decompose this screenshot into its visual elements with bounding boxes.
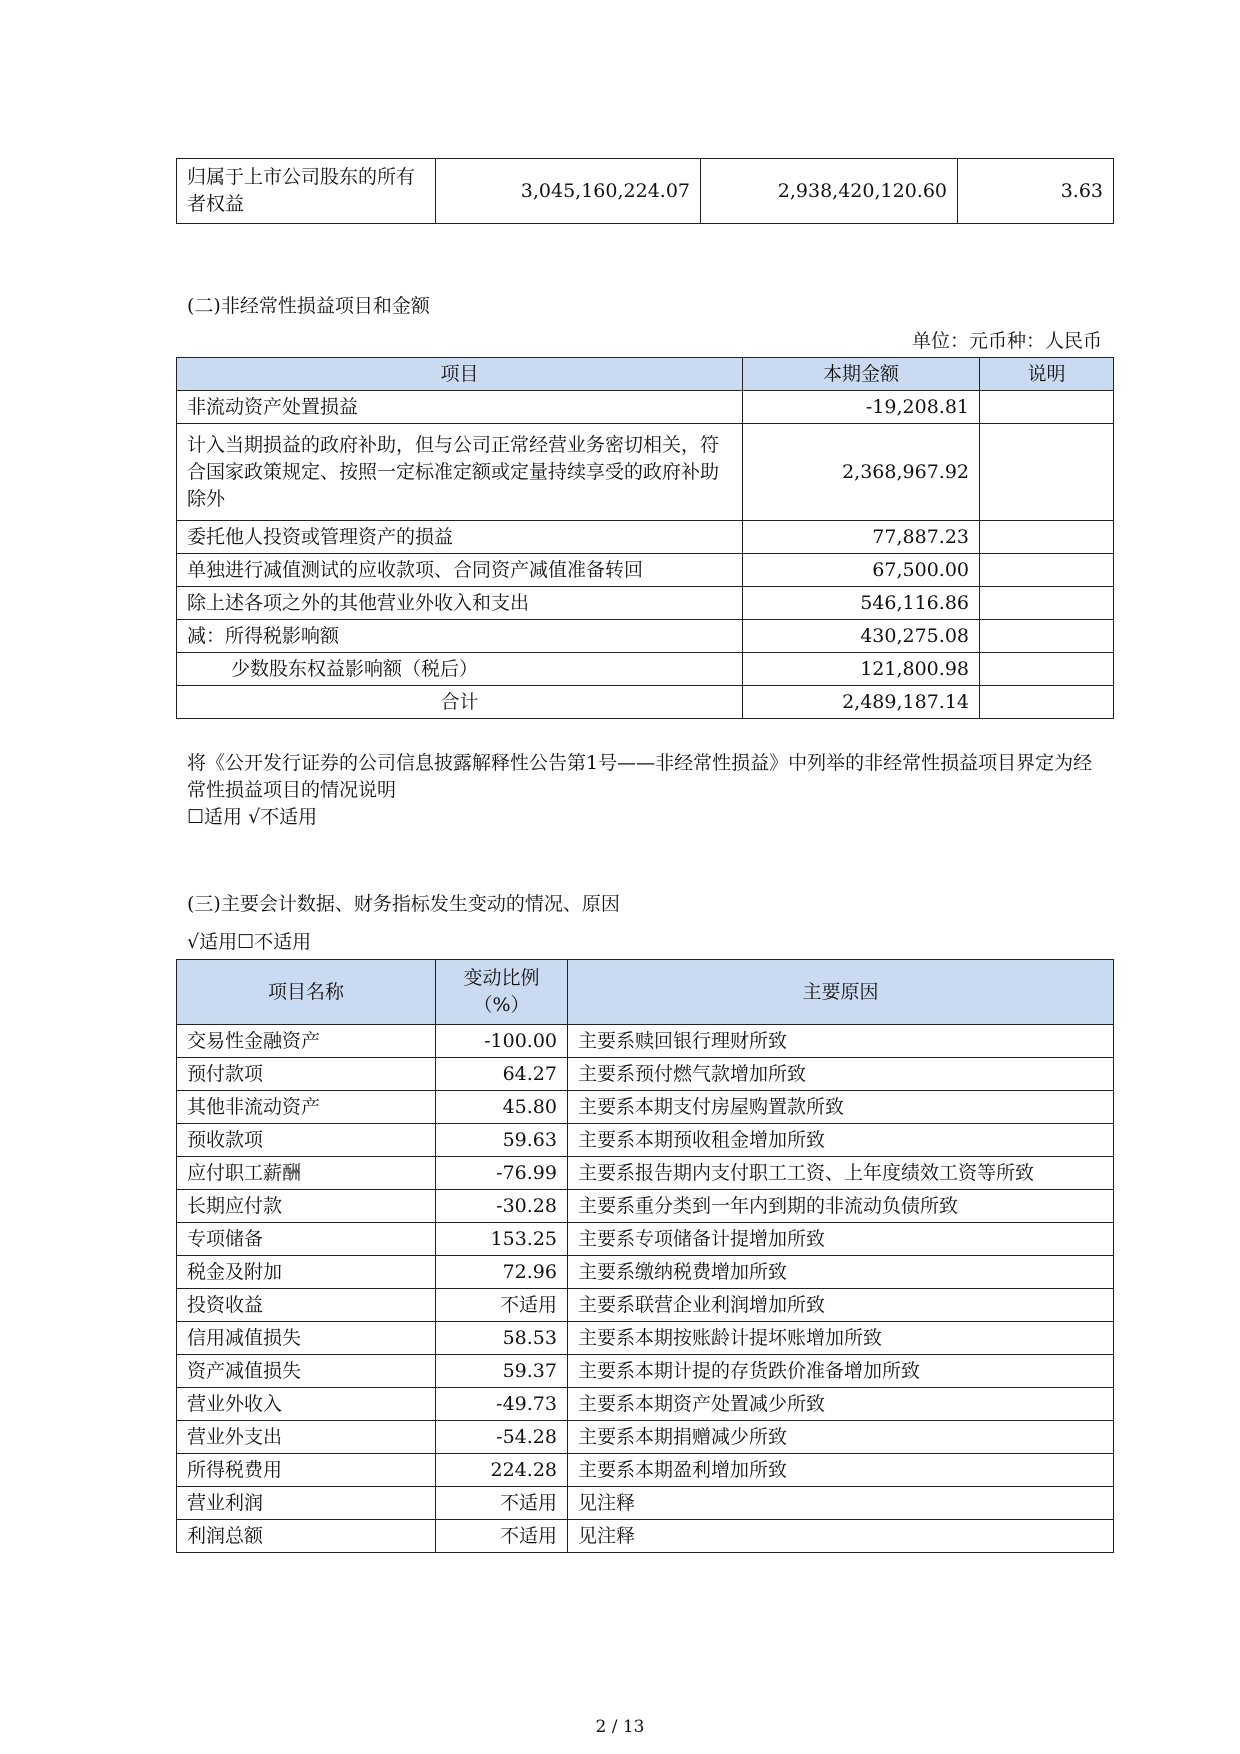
row-note <box>980 424 1114 521</box>
row-name: 营业利润 <box>177 1487 436 1520</box>
table-row <box>177 1322 1114 1355</box>
row-name: 所得税费用 <box>177 1454 436 1487</box>
row-reason: 主要系本期捐赠减少所致 <box>568 1421 1114 1454</box>
total-row <box>177 686 1114 719</box>
row-name: 信用减值损失 <box>177 1322 436 1355</box>
row-ratio: 59.63 <box>436 1124 568 1157</box>
row-name: 预付款项 <box>177 1058 436 1091</box>
row-reason: 主要系本期按账龄计提坏账增加所致 <box>568 1322 1114 1355</box>
row-reason: 主要系重分类到一年内到期的非流动负债所致 <box>568 1190 1114 1223</box>
total-amount: 2,489,187.14 <box>743 686 980 719</box>
row-ratio: -76.99 <box>436 1157 568 1190</box>
table-row <box>177 1223 1114 1256</box>
row-note <box>980 620 1114 653</box>
col-note: 说明 <box>980 358 1114 391</box>
table-row <box>177 1190 1114 1223</box>
unit-label: 单位：元币种：人民币 <box>911 330 1102 352</box>
section3-applicability: √适用☐不适用 <box>187 931 312 953</box>
row-reason: 主要系本期盈利增加所致 <box>568 1454 1114 1487</box>
row-item: 非流动资产处置损益 <box>177 391 743 424</box>
row-ratio: -49.73 <box>436 1388 568 1421</box>
row-ratio: 72.96 <box>436 1256 568 1289</box>
section2-heading: (二)非经常性损益项目和金额 <box>187 295 430 317</box>
row-amount: 2,368,967.92 <box>743 424 980 521</box>
table-row <box>177 620 1114 653</box>
row-item: 单独进行减值测试的应收款项、合同资产减值准备转回 <box>177 554 743 587</box>
row-ratio: 224.28 <box>436 1454 568 1487</box>
row-amount: 77,887.23 <box>743 521 980 554</box>
col-ratio: 变动比例（%） <box>436 960 568 1025</box>
row-item: 少数股东权益影响额（税后） <box>177 653 743 686</box>
row-name: 其他非流动资产 <box>177 1091 436 1124</box>
row-reason: 主要系本期计提的存货跌价准备增加所致 <box>568 1355 1114 1388</box>
table-row <box>177 587 1114 620</box>
table-row <box>177 1487 1114 1520</box>
row-name: 利润总额 <box>177 1520 436 1553</box>
row-reason: 主要系赎回银行理财所致 <box>568 1025 1114 1058</box>
table-row <box>177 1421 1114 1454</box>
row-reason: 主要系本期支付房屋购置款所致 <box>568 1091 1114 1124</box>
row-amount: 121,800.98 <box>743 653 980 686</box>
row-amount: 67,500.00 <box>743 554 980 587</box>
row-name: 资产减值损失 <box>177 1355 436 1388</box>
row-reason: 主要系本期资产处置减少所致 <box>568 1388 1114 1421</box>
table-row <box>177 159 1114 224</box>
table-header-row <box>177 358 1114 391</box>
table-row <box>177 1058 1114 1091</box>
row-amount: 430,275.08 <box>743 620 980 653</box>
table-row <box>177 521 1114 554</box>
row-item: 委托他人投资或管理资产的损益 <box>177 521 743 554</box>
table-row <box>177 1256 1114 1289</box>
row-item: 减：所得税影响额 <box>177 620 743 653</box>
row-name: 长期应付款 <box>177 1190 436 1223</box>
row-ratio: 不适用 <box>436 1520 568 1553</box>
table-row <box>177 1355 1114 1388</box>
table-row <box>177 554 1114 587</box>
row-reason: 见注释 <box>568 1520 1114 1553</box>
table-row <box>177 653 1114 686</box>
row-name: 预收款项 <box>177 1124 436 1157</box>
section2-applicability: ☐适用 √不适用 <box>187 806 318 828</box>
col-reason: 主要原因 <box>568 960 1114 1025</box>
row-name: 应付职工薪酬 <box>177 1157 436 1190</box>
col-amount: 本期金额 <box>743 358 980 391</box>
row-ratio: 不适用 <box>436 1289 568 1322</box>
row-reason: 主要系缴纳税费增加所致 <box>568 1256 1114 1289</box>
col-item: 项目 <box>177 358 743 391</box>
row-name: 税金及附加 <box>177 1256 436 1289</box>
row-reason: 主要系本期预收租金增加所致 <box>568 1124 1114 1157</box>
equity-label: 归属于上市公司股东的所有者权益 <box>177 159 436 224</box>
equity-table <box>176 158 1114 224</box>
table-row <box>177 1289 1114 1322</box>
row-note <box>980 521 1114 554</box>
row-amount: -19,208.81 <box>743 391 980 424</box>
table-row <box>177 1157 1114 1190</box>
col-name: 项目名称 <box>177 960 436 1025</box>
row-note <box>980 554 1114 587</box>
row-ratio: 45.80 <box>436 1091 568 1124</box>
table-header-row <box>177 960 1114 1025</box>
row-ratio: 153.25 <box>436 1223 568 1256</box>
page-number: 2 / 13 <box>595 1717 645 1737</box>
equity-previous: 2,938,420,120.60 <box>701 159 958 224</box>
row-reason: 主要系联营企业利润增加所致 <box>568 1289 1114 1322</box>
table-row <box>177 1025 1114 1058</box>
row-note <box>980 587 1114 620</box>
row-ratio: -54.28 <box>436 1421 568 1454</box>
table-row <box>177 424 1114 521</box>
row-ratio: -30.28 <box>436 1190 568 1223</box>
non-recurring-table <box>176 357 1114 719</box>
row-note <box>980 391 1114 424</box>
row-name: 交易性金融资产 <box>177 1025 436 1058</box>
table-row <box>177 1454 1114 1487</box>
section3-heading: (三)主要会计数据、财务指标发生变动的情况、原因 <box>187 893 620 915</box>
row-amount: 546,116.86 <box>743 587 980 620</box>
row-item: 除上述各项之外的其他营业外收入和支出 <box>177 587 743 620</box>
row-ratio: 64.27 <box>436 1058 568 1091</box>
row-name: 投资收益 <box>177 1289 436 1322</box>
table-row <box>177 1388 1114 1421</box>
row-name: 专项储备 <box>177 1223 436 1256</box>
row-ratio: 59.37 <box>436 1355 568 1388</box>
row-reason: 主要系报告期内支付职工工资、上年度绩效工资等所致 <box>568 1157 1114 1190</box>
equity-change: 3.63 <box>958 159 1114 224</box>
row-reason: 主要系预付燃气款增加所致 <box>568 1058 1114 1091</box>
row-item: 计入当期损益的政府补助，但与公司正常经营业务密切相关，符合国家政策规定、按照一定标准定额或定量持续享受的政府补助除外 <box>177 424 743 521</box>
row-reason: 见注释 <box>568 1487 1114 1520</box>
table-row <box>177 1091 1114 1124</box>
row-note <box>980 653 1114 686</box>
row-ratio: -100.00 <box>436 1025 568 1058</box>
table-row <box>177 391 1114 424</box>
table-row <box>177 1124 1114 1157</box>
equity-current: 3,045,160,224.07 <box>436 159 701 224</box>
row-name: 营业外收入 <box>177 1388 436 1421</box>
row-ratio: 58.53 <box>436 1322 568 1355</box>
row-reason: 主要系专项储备计提增加所致 <box>568 1223 1114 1256</box>
total-note <box>980 686 1114 719</box>
table-row <box>177 1520 1114 1553</box>
row-name: 营业外支出 <box>177 1421 436 1454</box>
explain-text: 将《公开发行证券的公司信息披露解释性公告第1号——非经常性损益》中列举的非经常性损益项目界定为经常性损益项目的情况说明 <box>187 752 1093 801</box>
total-label: 合计 <box>177 686 743 719</box>
changes-table <box>176 959 1114 1553</box>
row-ratio: 不适用 <box>436 1487 568 1520</box>
